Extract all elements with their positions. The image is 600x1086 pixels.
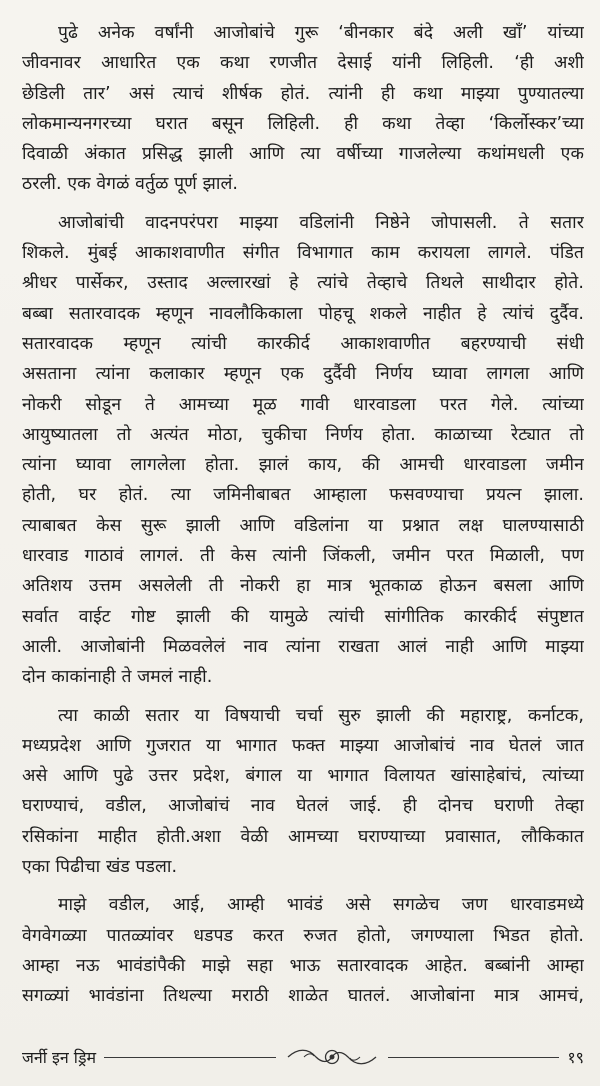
footer-rule-right xyxy=(388,1057,560,1058)
text-line: ठरली. एक वेगळं वर्तुळ पूर्ण झालं. xyxy=(22,174,239,195)
text-line: जीवनावर आधारित एक कथा रणजीत देसाई यांनी लिहिली. ‘ही अशी xyxy=(22,53,584,74)
ornament-icon xyxy=(284,1044,380,1070)
text-line: वेगवेगळ्या पातळ्यांवर धडपड करत रुजत होतो, जगण्याला भिडत होतो. xyxy=(22,925,584,946)
text-line: त्यांना घ्यावा लागलेला होता. झालं काय, की आमची धारवाडला जमीन xyxy=(22,455,584,476)
text-line: धारवाड गाठावं लागलं. ती केस त्यांनी जिंकली, जमीन परत मिळाली, पण xyxy=(22,546,584,567)
text-line: एका पिढीचा खंड पडला. xyxy=(22,857,178,878)
text-line: आजोबांची वादनपरंपरा माझ्या वडिलांनी निष्ठेने जोपासली. ते सतार xyxy=(58,212,584,233)
text-line: पुढे अनेक वर्षांनी आजोबांचे गुरू ‘बीनकार बंदे अली खाँ’ यांच्या xyxy=(58,23,584,43)
text-line: घराण्याचं, वडील, आजोबांचं नाव घेतलं जाई. ही दोनच घराणी तेव्हा xyxy=(22,796,584,817)
paragraph-4 xyxy=(22,890,584,1011)
text-line: सगळ्यां भावंडांना तिथल्या मराठी शाळेत घातलं. आजोबांना मात्र आमचं, xyxy=(22,986,584,1007)
text-line: नोकरी सोडून ते आमच्या मूळ गावी धारवाडला परत गेले. त्यांच्या xyxy=(22,394,584,415)
footer-rule-left xyxy=(104,1057,276,1058)
text-line: असताना त्यांना कलाकार म्हणून एक दुर्दैवी निर्णय घ्यावा लागला आणि xyxy=(22,364,584,385)
paragraph-1 xyxy=(22,18,584,200)
text-line: आयुष्यातला तो अत्यंत मोठा, चुकीचा निर्णय होता. काळाच्या रेट्यात तो xyxy=(22,424,584,445)
text-line: श्रीधर पार्सेकर, उस्ताद अल्लारखां हे त्यांचे तेव्हाचे तिथले साथीदार होते. xyxy=(22,273,584,294)
text-line: सर्वात वाईट गोष्ट झाली की यामुळे त्यांची सांगीतिक कारकीर्द संपुष्टात xyxy=(22,606,584,627)
text-line: मध्यप्रदेश आणि गुजरात या भागात फक्त माझ्या आजोबांचं नाव घेतलं जात xyxy=(22,735,584,756)
text-line: आम्हा नऊ भावंडांपैकी माझे सहा भाऊ सतारवादक आहेत. बब्बांनी आम्हा xyxy=(22,955,584,976)
text-line: त्याबाबत केस सुरू झाली आणि वडिलांना या प्रश्नात लक्ष घालण्यासाठी xyxy=(22,515,584,536)
text-line: आली. आजोबांनी मिळवलेलं नाव त्यांना राखता आलं नाही आणि माझ्या xyxy=(22,636,584,657)
text-line: माझे वडील, आई, आम्ही भावंडं असे सगळेच जण धारवाडमध्ये xyxy=(58,895,584,916)
text-line: त्या काळी सतार या विषयाची चर्चा सुरु झाली की महाराष्ट्र, कर्नाटक, xyxy=(58,705,584,726)
text-line: होती, घर होतं. त्या जमिनीबाबत आम्हाला फसवण्याचा प्रयत्न झाला. xyxy=(22,485,584,506)
book-title: जर्नी इन ड्रिम xyxy=(22,1048,97,1067)
text-line: रसिकांना माहीत होती.अशा वेळी आमच्या घराण्याच्या प्रवासात, लौकिकात xyxy=(22,826,584,847)
text-line: दिवाळी अंकात प्रसिद्ध झाली आणि त्या वर्षीच्या गाजलेल्या कथांमधली एक xyxy=(22,144,584,165)
text-line: सतारवादक म्हणून त्यांची कारकीर्द आकाशवाणीत बहरण्याची संधी xyxy=(22,333,584,354)
paragraph-3 xyxy=(22,701,584,883)
text-line: बब्बा सतारवादक म्हणून नावलौकिकाला पोहचू शकले नाहीत हे त्यांचं दुर्दैव. xyxy=(22,303,584,324)
page-body xyxy=(22,18,584,1020)
text-line: असे आणि पुढे उत्तर प्रदेश, बंगाल या भागात विलायत खांसाहेबांचं, त्यांच्या xyxy=(22,766,584,787)
page-footer xyxy=(22,1042,584,1072)
text-line: दोन काकांनाही ते जमलं नाही. xyxy=(22,667,213,688)
text-line: छेडिली तार’ असं त्याचं शीर्षक होतं. त्यांनी ही कथा माझ्या पुण्यातल्या xyxy=(22,83,584,104)
page-number: १९ xyxy=(567,1048,584,1067)
text-line: शिकले. मुंबई आकाशवाणीत संगीत विभागात काम करायला लागले. पंडित xyxy=(22,243,584,264)
text-line: लोकमान्यनगरच्या घरात बसून लिहिली. ही कथा तेव्हा ‘किर्लोस्कर’च्या xyxy=(22,113,584,134)
paragraph-2 xyxy=(22,208,584,693)
text-line: अतिशय उत्तम असलेली ती नोकरी हा मात्र भूतकाळ होऊन बसला आणि xyxy=(22,576,584,597)
